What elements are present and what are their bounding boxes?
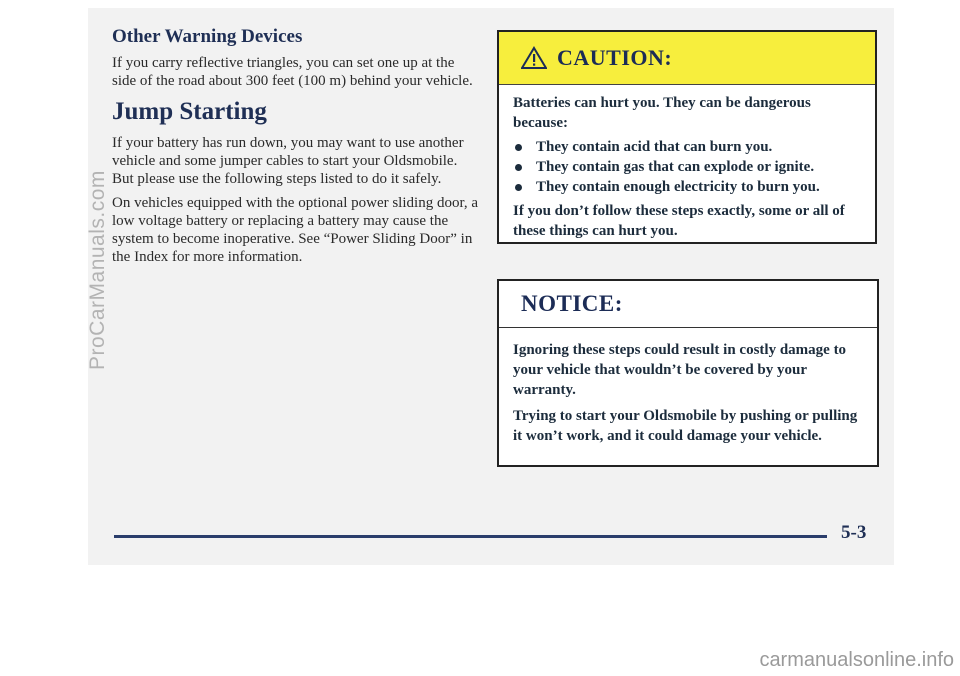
bullet-icon <box>515 144 522 151</box>
bullet-icon <box>515 164 522 171</box>
list-item: They contain enough electricity to burn you. <box>513 177 863 197</box>
notice-paragraph-2: Trying to start your Oldsmobile by pushing or pulling it won’t work, and it could damage your vehicle. <box>513 408 858 444</box>
sliding-door-paragraph: On vehicles equipped with the optional power sliding door, a low voltage battery or replacing a battery may cause the system to become inoperative. See “Power Sliding Door” in the Index for more information. <box>112 195 478 265</box>
footer-watermark: carmanualsonline.info <box>759 649 954 671</box>
other-warning-devices-heading: Other Warning Devices <box>112 26 303 47</box>
caution-bullet-list <box>513 137 863 197</box>
page-number: 5-3 <box>841 522 867 543</box>
caution-header <box>499 32 875 85</box>
jump-starting-intro-paragraph: If your battery has run down, you may want to use another vehicle and some jumper cables to start your Oldsmobile. But please use the following steps listed to do it safely. <box>112 135 464 187</box>
side-watermark: ProCarManuals.com <box>86 170 109 370</box>
caution-intro: Batteries can hurt you. They can be dangerous because: <box>513 95 811 131</box>
warning-triangle-icon <box>521 46 547 70</box>
list-item: They contain acid that can burn you. <box>513 137 863 157</box>
notice-paragraph-1: Ignoring these steps could result in costly damage to your vehicle that wouldn’t be covered by your warranty. <box>513 342 847 398</box>
caution-box <box>497 30 877 244</box>
left-column <box>112 26 482 272</box>
caution-body <box>499 85 875 241</box>
footer-rule <box>114 535 827 538</box>
warning-triangles-paragraph: If you carry reflective triangles, you can set one up at the side of the road about 300 feet (100 m) behind your vehicle. <box>112 55 473 89</box>
caution-outro: If you don’t follow these steps exactly, some or all of these things can hurt you. <box>513 203 845 239</box>
bullet-icon <box>515 184 522 191</box>
jump-starting-heading: Jump Starting <box>112 98 267 125</box>
notice-box <box>497 279 879 467</box>
notice-body <box>499 328 877 446</box>
caution-title: CAUTION: <box>557 45 673 70</box>
list-item: They contain gas that can explode or ignite. <box>513 157 863 177</box>
notice-title: NOTICE: <box>521 291 623 316</box>
notice-header <box>499 281 877 328</box>
